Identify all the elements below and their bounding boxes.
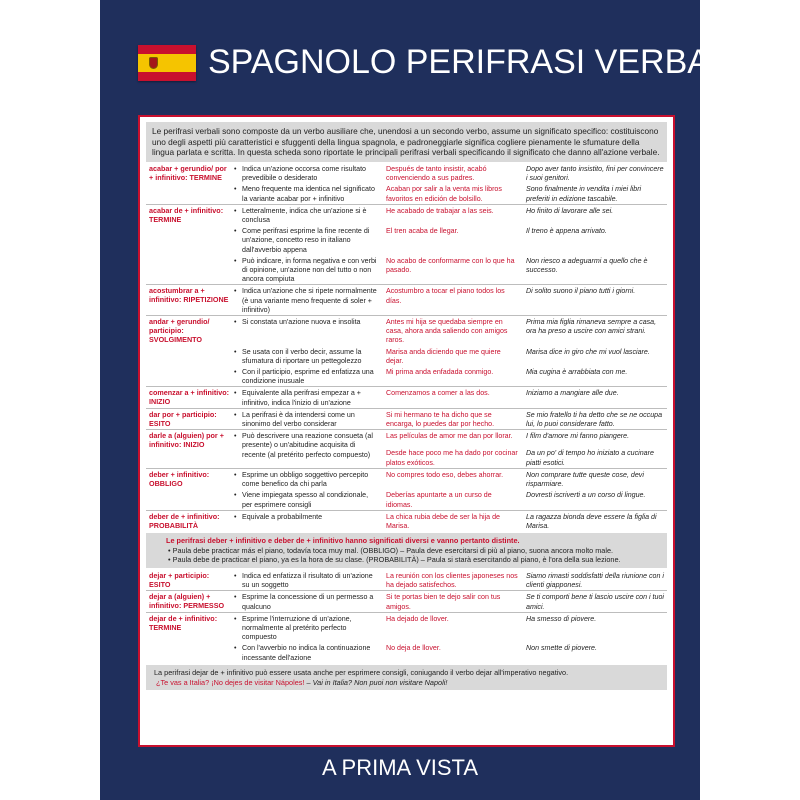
italian-translation: Dopo aver tanto insistito, fini per convincere i suoi genitori. <box>526 165 664 183</box>
bullet-icon: • <box>234 572 237 580</box>
perifrasi-heading-cell <box>146 285 234 315</box>
bullet-icon: • <box>234 644 237 653</box>
usage-line <box>234 163 667 183</box>
usage-line <box>234 285 667 315</box>
spanish-example: La chica rubia debe de ser la hija de Marisa. <box>386 512 500 530</box>
usage-line <box>234 316 667 346</box>
italian-translation: Dovresti iscriverti a un corso di lingue. <box>526 491 646 500</box>
perifrasi-heading: comenzar a + infinitivo: INIZIO <box>149 388 230 407</box>
bullet-icon: • <box>234 432 237 441</box>
usage-line <box>234 469 667 489</box>
perifrasi-heading: dejar + participio: ESITO <box>149 571 210 589</box>
perifrasi-heading-cell <box>146 511 234 531</box>
bullet-icon: • <box>234 165 237 173</box>
perifrasi-heading: acabar de + infinitivo: TERMINE <box>149 205 224 224</box>
usage-description: Viene impiegata spesso al condizionale, per esprimere consigli <box>242 491 369 509</box>
note-example-2: • Paula debe de practicar el piano, ya es la hora de su clase. (PROBABILITÀ) – Paula si starà esercitando al piano, è l'ora della sua lezione. <box>168 555 621 564</box>
usage-line <box>234 613 667 643</box>
perifrasi-heading: darle a (alguien) por + infinitivo: INIZIO <box>149 431 224 450</box>
perifrasi-heading-cell <box>146 163 234 204</box>
table-section-1 <box>146 163 667 531</box>
note-title: Le perifrasi deber + infinitivo e deber de + infinitivo hanno significati diversi e vanno pertanto distinte. <box>166 536 520 545</box>
italian-translation: Se ti comporti bene ti lascio uscire con i tuoi amici. <box>526 593 664 611</box>
spanish-example: Acostumbro a tocar el piano todos los días. <box>386 287 505 305</box>
table-row <box>146 613 667 663</box>
spanish-example: No compres todo eso, debes ahorrar. <box>386 470 504 479</box>
footer-title: A PRIMA VISTA <box>321 755 479 780</box>
perifrasi-heading: dejar de + infinitivo: TERMINE <box>149 613 218 632</box>
bullet-icon: • <box>234 470 237 479</box>
perifrasi-heading: deber de + infinitivo: PROBABILITÀ <box>149 511 220 530</box>
note-example-1: • Paula debe practicar más el piano, todavía toca muy mal. (OBBLIGO) – Paula deve esercitarsi di più al piano, suona ancora molto male. <box>168 545 614 555</box>
usage-description: Esprime la concessione di un permesso a qualcuno <box>242 593 374 611</box>
italian-translation: Da un po' di tempo ho iniziato a cucinare piatti esotici. <box>526 449 654 467</box>
bullet-icon: • <box>234 614 237 623</box>
italian-translation: I film d'amore mi fanno piangere. <box>526 432 630 441</box>
italian-translation: Di solito suono il piano tutti i giorni. <box>526 287 636 296</box>
perifrasi-heading-cell <box>146 387 234 407</box>
usage-description: Con il participio, esprime ed enfatizza una condizione inusuale <box>242 368 374 386</box>
bullet-icon: • <box>234 389 237 398</box>
usage-line <box>234 570 667 590</box>
usage-line <box>234 366 667 386</box>
perifrasi-heading: andar + gerundio/ participio: SVOLGIMENTO <box>149 317 210 344</box>
italian-translation: Iniziamo a mangiare alle due. <box>526 389 619 398</box>
usage-line <box>234 346 667 366</box>
italian-translation: Prima mia figlia rimaneva sempre a casa, ora ha preso a uscire con amici strani. <box>526 318 657 336</box>
usage-description: Può descrivere una reazione consueta (al presente) o un'abitudine acquisita di recente (al pretérito perfecto compuesto) <box>242 432 373 459</box>
italian-translation: Ho finito di lavorare alle sei. <box>526 206 614 215</box>
usage-line <box>234 225 667 255</box>
perifrasi-heading: acabar + gerundio/ por + infinitivo: TERMINE <box>149 164 227 182</box>
usage-line <box>234 205 667 225</box>
bullet-icon: • <box>234 318 237 327</box>
table-section-2 <box>146 570 667 663</box>
spanish-example: El tren acaba de llegar. <box>386 227 459 236</box>
table-row <box>146 316 667 387</box>
usage-description: Esprime un obbligo soggettivo percepito come benefico da chi parla <box>242 470 369 489</box>
usage-line <box>234 409 667 429</box>
spanish-example: No deja de llover. <box>386 644 441 653</box>
table-row <box>146 387 667 408</box>
note2-italian: – Vai in Italia? Non puoi non visitare Napoli! <box>306 677 448 687</box>
spanish-example: Acaban por salir a la venta mis libros favoritos en edición de bolsillo. <box>386 185 502 203</box>
table-row <box>146 409 667 430</box>
spanish-example: Desde hace poco me ha dado por cocinar platos exóticos. <box>386 449 518 467</box>
page-title: SPAGNOLO PERIFRASI VERBALI <box>208 43 739 81</box>
note-box-2 <box>146 665 667 690</box>
bullet-icon: • <box>234 256 237 265</box>
spanish-example: Marisa anda diciendo que me quiere dejar. <box>386 347 501 365</box>
spanish-example: He acabado de trabajar a las seis. <box>386 206 494 215</box>
note2-spanish: ¿Te vas a Italia? ¡No dejes de visitar Nápoles! <box>156 677 305 687</box>
usage-line <box>234 387 667 407</box>
usage-description: Con l'avverbio no indica la continuazione incessante dell'azione <box>242 644 371 662</box>
perifrasi-heading-cell <box>146 430 234 468</box>
note2-text: La perifrasi dejar de + infinitivo può essere usata anche per esprimere consigli, coniugando il verbo dejar all'imperativo negativo. <box>154 668 569 677</box>
usage-description: Letteralmente, indica che un'azione si è conclusa <box>242 206 367 225</box>
italian-translation: Non comprare tutte queste cose, devi risparmiare. <box>526 470 644 489</box>
spanish-example: Después de tanto insistir, acabó convenciendo a sus padres. <box>386 165 487 183</box>
table-row <box>146 163 667 205</box>
bullet-icon: • <box>234 227 237 236</box>
italian-translation: Ha smesso di piovere. <box>526 614 597 623</box>
perifrasi-heading-cell <box>146 591 234 611</box>
usage-line <box>234 430 667 468</box>
usage-description: Indica un'azione che si ripete normalmente (è una variante meno frequente di soler + infinitivo) <box>242 287 377 314</box>
usage-description: Meno frequente ma identica nel significato la variante acabar por + infinitivo <box>242 185 375 203</box>
bullet-icon: • <box>234 512 237 521</box>
bullet-icon: • <box>234 206 237 215</box>
bullet-icon: • <box>234 185 237 194</box>
perifrasi-heading-cell <box>146 613 234 663</box>
spanish-example: Las películas de amor me dan por llorar. <box>386 432 513 441</box>
intro-text: Le perifrasi verbali sono composte da un verbo ausiliare che, unendosi a un secondo verbo, assume un significato specifico: costituiscono uno degli aspetti più caratteristici e sfuggenti della lingua spagnola, e padroneggiarle significa cogliere pienamente le sfumature della lingua parlata e scritta. In questa scheda sono riportate le principali perifrasi verbali specificando il significato che danno all'azione verbale. <box>146 122 667 162</box>
content-panel <box>138 115 675 747</box>
italian-translation: Sono finalmente in vendita i miei libri preferiti in edizione tascabile. <box>526 185 642 203</box>
spanish-example: No acabo de conformarme con lo que ha pasado. <box>386 256 515 275</box>
table-row <box>146 591 667 612</box>
table-row <box>146 430 667 469</box>
usage-line <box>234 591 667 611</box>
usage-line <box>234 255 667 285</box>
perifrasi-heading: deber + infinitivo: OBBLIGO <box>149 469 210 488</box>
usage-description: Indica ed enfatizza il risultato di un'azione su un soggetto <box>242 572 373 590</box>
note-box <box>146 533 667 568</box>
usage-line <box>234 511 667 531</box>
usage-line <box>234 642 667 662</box>
spanish-example: Si te portas bien te dejo salir con tus amigos. <box>386 593 501 611</box>
bullet-icon: • <box>234 593 237 602</box>
italian-translation: Il treno è appena arrivato. <box>526 227 607 236</box>
bullet-icon: • <box>234 347 237 356</box>
spanish-example: Si mi hermano te ha dicho que se encarga, lo puedes dar por hecho. <box>386 410 495 429</box>
italian-translation: Mia cugina è arrabbiata con me. <box>526 368 628 377</box>
spanish-example: Mi prima anda enfadada conmigo. <box>386 368 494 377</box>
spanish-example: Comenzamos a comer a las dos. <box>386 389 490 398</box>
spanish-example: Ha dejado de llover. <box>386 614 449 623</box>
spanish-example: Deberías apuntarte a un curso de idiomas. <box>386 491 492 509</box>
perifrasi-heading: acostumbrar a + infinitivo: RIPETIZIONE <box>149 286 229 305</box>
italian-translation: Marisa dice in giro che mi vuol lasciare. <box>526 347 650 356</box>
spanish-example: Antes mi hija se quedaba siempre en casa, ahora anda saliendo con amigos raros. <box>386 318 508 345</box>
usage-description: Se usata con il verbo decir, assume la sfumatura di riportare un pettegolezzo <box>242 347 362 365</box>
spanish-example: La reunión con los clientes japoneses nos ha dejado satisfechos. <box>386 572 518 590</box>
spain-flag-icon <box>138 45 196 81</box>
usage-description: Si constata un'azione nuova e insolita <box>242 318 361 327</box>
perifrasi-heading-cell <box>146 570 234 590</box>
usage-description: Esprime l'interruzione di un'azione, normalmente al pretérito perfecto compuesto <box>242 614 352 642</box>
bullet-icon: • <box>234 287 237 296</box>
usage-description: Equivalente alla perifrasi empezar a + infinitivo, indica l'inizio di un'azione <box>242 389 361 407</box>
usage-description: Come perifrasi esprime la fine recente di un'azione, concetto reso in italiano dall'avverbio appena <box>242 227 370 254</box>
usage-line <box>234 489 667 509</box>
perifrasi-heading-cell <box>146 469 234 510</box>
usage-description: Equivale a probabilmente <box>242 512 323 521</box>
perifrasi-heading-cell <box>146 316 234 386</box>
table-row <box>146 511 667 531</box>
table-row <box>146 570 667 591</box>
table-row <box>146 469 667 511</box>
usage-description: Indica un'azione occorsa come risultato prevedibile o desiderato <box>242 165 366 183</box>
italian-translation: La ragazza bionda deve essere la figlia di Marisa. <box>526 512 657 530</box>
usage-line <box>234 183 667 203</box>
bullet-icon: • <box>234 491 237 500</box>
table-row <box>146 205 667 286</box>
italian-translation: Siamo rimasti soddisfatti della riunione con i clienti giapponesi. <box>526 572 664 590</box>
bullet-icon: • <box>234 368 237 377</box>
italian-translation: Non smette di piovere. <box>526 644 597 653</box>
italian-translation: Se mio fratello ti ha detto che se ne occupa lui, lo puoi considerare fatto. <box>526 410 663 429</box>
perifrasi-heading: dejar a (alguien) + infinitivo: PERMESSO <box>149 592 225 611</box>
cover <box>100 0 739 800</box>
italian-translation: Non riesco a adeguarmi a quello che è successo. <box>526 256 648 275</box>
table-row <box>146 285 667 316</box>
bullet-icon: • <box>234 410 237 419</box>
perifrasi-heading: dar por + participio: ESITO <box>149 409 217 428</box>
usage-description: Può indicare, in forma negativa e con verbi di opinione, un'azione non del tutto o non ancora compiuta <box>242 256 377 284</box>
perifrasi-heading-cell <box>146 409 234 429</box>
usage-description: La perifrasi è da intendersi come un sinonimo del verbo considerar <box>242 410 355 429</box>
header <box>138 40 739 85</box>
perifrasi-heading-cell <box>146 205 234 285</box>
